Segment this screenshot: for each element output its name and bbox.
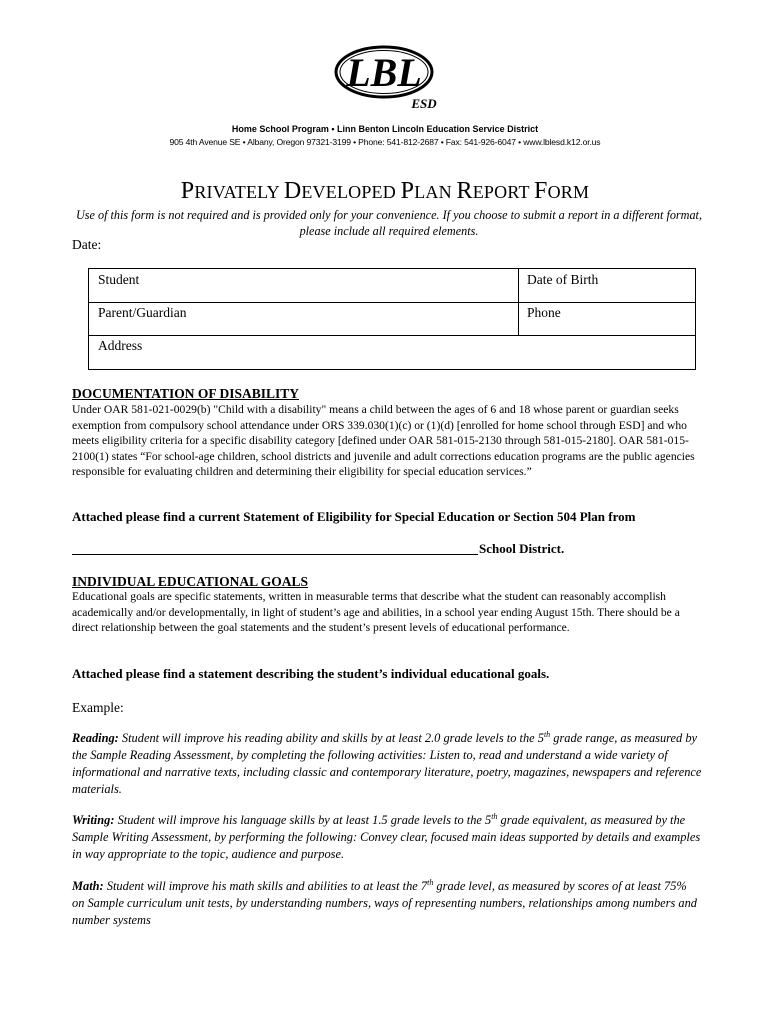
math-label: Math: xyxy=(72,879,104,893)
reading-example: Reading: Student will improve his reading ability and skills by at least 2.0 grade levels to the 5th grade range, as measured by the Sample Reading Assessment, by completing the following activities: Listen to, read and understand a wide variety of informational and narrative texts, including classic and contemporary literature, poetry, magazines, newspapers and reference materials. xyxy=(72,729,702,796)
date-of-birth-field[interactable]: Date of Birth xyxy=(527,272,599,287)
phone-field[interactable]: Phone xyxy=(527,305,561,320)
student-info-box xyxy=(88,268,696,370)
address-field[interactable]: Address xyxy=(98,338,143,353)
reading-label: Reading: xyxy=(72,731,119,745)
lblesd-logo xyxy=(332,42,440,114)
date-field[interactable]: Date: xyxy=(72,237,102,252)
page-title: PRIVATELY DEVELOPED PLAN REPORT FORM xyxy=(180,178,590,204)
divider xyxy=(89,335,695,336)
student-field[interactable]: Student xyxy=(98,272,140,287)
school-district-blank[interactable] xyxy=(72,554,478,555)
goals-statement: Attached please find a statement describing the student’s individual educational goals. xyxy=(72,666,550,681)
header-contact: 905 4th Avenue SE • Albany, Oregon 97321-3199 • Phone: 541-812-2687 • Fax: 541-926-6047 • www.lblesd.k12.or.us xyxy=(169,137,601,147)
goals-text: Educational goals are specific statements, written in measurable terms that describe what the student can reasonably accomplish academically and/or developmentally, in light of student’s age and abilities, in a school year ending August 15th. There should be a direct relationship between the goal statements and the student’s present levels of educational performance. xyxy=(72,590,680,635)
writing-label: Writing: xyxy=(72,813,115,827)
eligibility-statement: Attached please find a current Statement of Eligibility for Special Education or Section 504 Plan from xyxy=(72,509,636,524)
disability-text: Under OAR 581-021-0029(b) "Child with a disability" means a child between the ages of 6 and 18 whose parent or guardian seeks exemption from compulsory school attendance under ORS 339.030(1)(c) or (1)(d) [enrolled for home school through ESD] and who meets eligibility criteria for a specific disability category [defined under OAR 581-015-2130 through 581-015-2180]. OAR 581-015-2100(1) states “For school-age children, school districts and juvenile and adult corrections education programs are the public agencies responsible for evaluating children and determining their eligibility for special education services.” xyxy=(72,403,695,479)
divider xyxy=(89,302,695,303)
example-label: Example: xyxy=(72,700,124,715)
parent-guardian-field[interactable]: Parent/Guardian xyxy=(98,305,187,320)
logo-main-text: LBL xyxy=(346,50,422,95)
header-organization: Home School Program • Linn Benton Lincoln Education Service District xyxy=(231,124,539,134)
disability-heading: DOCUMENTATION OF DISABILITY xyxy=(72,386,300,401)
goals-heading: INDIVIDUAL EDUCATIONAL GOALS xyxy=(72,574,309,589)
divider xyxy=(518,269,519,335)
logo-sub-text: ESD xyxy=(411,96,437,111)
math-example: Math: Student will improve his math skills and abilities to at least the 7th grade level, as measured by scores of at least 75% on Sample curriculum unit tests, by understanding numbers, ways of representing numbers, relationships among numbers and number systems xyxy=(72,877,698,927)
school-district-label: School District. xyxy=(479,541,565,556)
writing-example: Writing: Student will improve his language skills by at least 1.5 grade levels to the 5th grade equivalent, as measured by the Sample Writing Assessment, by performing the following: Convey clear, focused main ideas supported by details and examples in way appropriate to the topic, audience and purpose. xyxy=(72,811,701,861)
usage-note: Use of this form is not required and is provided only for your convenience. If you choose to submit a report in a different format, please include all required elements. xyxy=(76,208,702,238)
